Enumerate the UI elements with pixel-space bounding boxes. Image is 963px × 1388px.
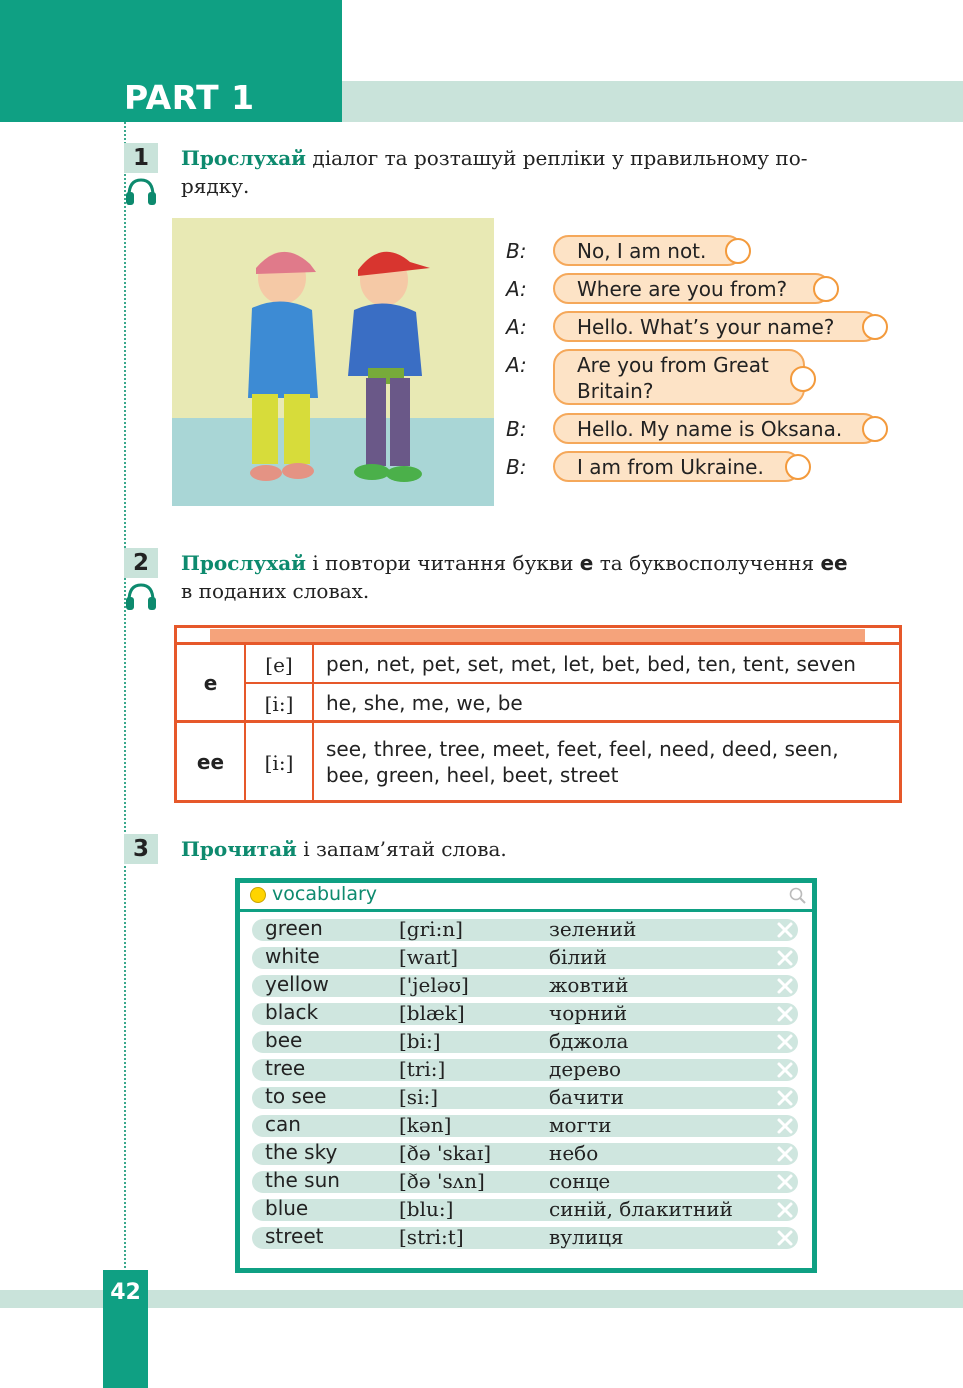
task2-combo: ee [820,551,848,575]
vocab-word: the sky [265,1140,338,1164]
task-number-2: 2 [124,548,158,578]
vocab-translation: бачити [549,1085,624,1109]
dialog-bubble [553,273,831,304]
close-icon[interactable] [774,1031,796,1053]
table-sound: [i:] [264,751,294,775]
speaker-label: A: [506,277,527,301]
vocab-transcription: [waɪt] [399,945,459,969]
vocab-word: black [265,1000,319,1024]
table-divider [174,642,902,645]
table-letter: e [203,671,218,695]
vocab-row[interactable] [252,1115,798,1137]
task2-instruction [181,549,848,577]
headphones-icon [124,176,158,206]
task1-instruction [181,144,891,172]
table-divider [174,720,902,723]
vocab-word: can [265,1112,301,1136]
vocab-translation: сонце [549,1169,611,1193]
task3-instruction [181,835,507,863]
close-icon[interactable] [774,1115,796,1137]
vocab-translation: дерево [549,1057,622,1081]
vocab-word: yellow [265,972,329,996]
vocab-word: green [265,916,323,940]
page-number: 42 [110,1280,141,1305]
vocab-word: tree [265,1056,306,1080]
dialog-bubble [553,235,743,266]
vocab-translation: могти [549,1113,612,1137]
close-icon[interactable] [774,1199,796,1221]
vocab-transcription: [gri:n] [399,917,463,941]
close-icon[interactable] [774,975,796,997]
order-circle[interactable] [785,454,811,480]
vocab-transcription: ['jeləʊ] [399,973,469,997]
task1-text: діалог та розташуй репліки у правильному по- [312,146,808,170]
order-circle[interactable] [790,366,816,392]
task2-keyword: Прослухай [181,551,307,575]
vocab-translation: бджола [549,1029,629,1053]
vocab-translation: зелений [549,917,637,941]
table-sound: [e] [265,653,293,677]
dialog-text: Are you from Great [577,353,769,377]
close-icon[interactable] [774,1227,796,1249]
vocab-row[interactable] [252,1003,798,1025]
dialog-text: I am from Ukraine. [577,455,764,479]
vocab-word: to see [265,1084,327,1108]
margin-dotted-line [124,122,126,1272]
vocab-row[interactable] [252,1227,798,1249]
vocab-transcription: [tri:] [399,1057,446,1081]
vocab-translation: білий [549,945,607,969]
close-icon[interactable] [774,947,796,969]
task2-text-line2: в поданих словах. [181,579,370,603]
vocab-translation: чорний [549,1001,628,1025]
dialog-bubble [553,349,805,405]
vocab-transcription: [ðə 'skaɪ] [399,1141,492,1165]
vocab-row[interactable] [252,1031,798,1053]
vocab-row[interactable] [252,947,798,969]
task2-letter: е [579,551,594,575]
close-icon[interactable] [774,1171,796,1193]
vocab-row[interactable] [252,1087,798,1109]
order-circle[interactable] [725,238,751,264]
vocab-transcription: [blæk] [399,1001,465,1025]
task1-text-line2: рядку. [181,174,250,198]
vocab-row[interactable] [252,975,798,997]
vocab-row[interactable] [252,919,798,941]
table-divider [244,682,902,684]
part-title: PART 1 [124,78,255,117]
order-circle[interactable] [813,276,839,302]
search-icon[interactable] [788,886,808,906]
table-words: bee, green, heel, beet, street [326,763,619,787]
close-icon[interactable] [774,1003,796,1025]
table-words: pen, net, pet, set, met, let, bet, bed, ten, tent, seven [326,652,856,676]
task1-keyword: Прослухай [181,146,307,170]
dialog-text: Britain? [577,379,654,403]
vocabulary-dot-icon [250,887,266,903]
speaker-label: A: [506,315,527,339]
close-icon[interactable] [774,1059,796,1081]
speaker-label: A: [506,353,527,377]
dialog-text: Hello. My name is Oksana. [577,417,843,441]
headphones-icon [124,581,158,611]
vocab-transcription: [bi:] [399,1029,441,1053]
order-circle[interactable] [862,416,888,442]
header-strip [342,81,963,122]
vocab-transcription: [blu:] [399,1197,454,1221]
vocab-translation: небо [549,1141,599,1165]
task-number-1: 1 [124,143,158,173]
vocab-translation: вулиця [549,1225,624,1249]
close-icon[interactable] [774,1087,796,1109]
task2-text-b: та буквосполучення [599,551,815,575]
vocab-transcription: [si:] [399,1085,439,1109]
vocab-word: bee [265,1028,303,1052]
dialog-bubble [553,451,801,482]
vocab-transcription: [kən] [399,1113,452,1137]
dialog-text: Hello. What’s your name? [577,315,835,339]
task-number-3: 3 [124,834,158,864]
vocab-word: blue [265,1196,309,1220]
table-sound: [i:] [264,692,294,716]
vocab-translation: жовтий [549,973,629,997]
speaker-label: B: [506,455,527,479]
task3-text: і запам’ятай слова. [303,837,507,861]
speaker-label: B: [506,239,527,263]
vocab-transcription: [stri:t] [399,1225,464,1249]
dialog-bubble [553,413,879,444]
close-icon[interactable] [774,1143,796,1165]
vocab-word: the sun [265,1168,340,1192]
dialog-text: No, I am not. [577,239,707,263]
order-circle[interactable] [862,314,888,340]
dialog-bubble [553,311,879,342]
vocabulary-title: vocabulary [272,883,378,905]
vocab-word: white [265,944,320,968]
close-icon[interactable] [774,919,796,941]
table-letter: ee [196,750,225,774]
vocab-transcription: [ðə 'sʌn] [399,1169,485,1193]
table-top-strip [210,629,865,642]
table-words: see, three, tree, meet, feet, feel, need, deed, seen, [326,737,839,761]
dialog-text: Where are you from? [577,277,788,301]
vocab-row[interactable] [252,1059,798,1081]
vocab-translation: синій, блакитний [549,1197,733,1221]
table-words: he, she, me, we, be [326,691,523,715]
speaker-label: B: [506,417,527,441]
task3-keyword: Прочитай [181,837,297,861]
children-illustration [172,218,494,506]
table-divider [312,645,314,803]
vocab-word: street [265,1224,324,1248]
task2-text-a: і повтори читання букви [312,551,574,575]
